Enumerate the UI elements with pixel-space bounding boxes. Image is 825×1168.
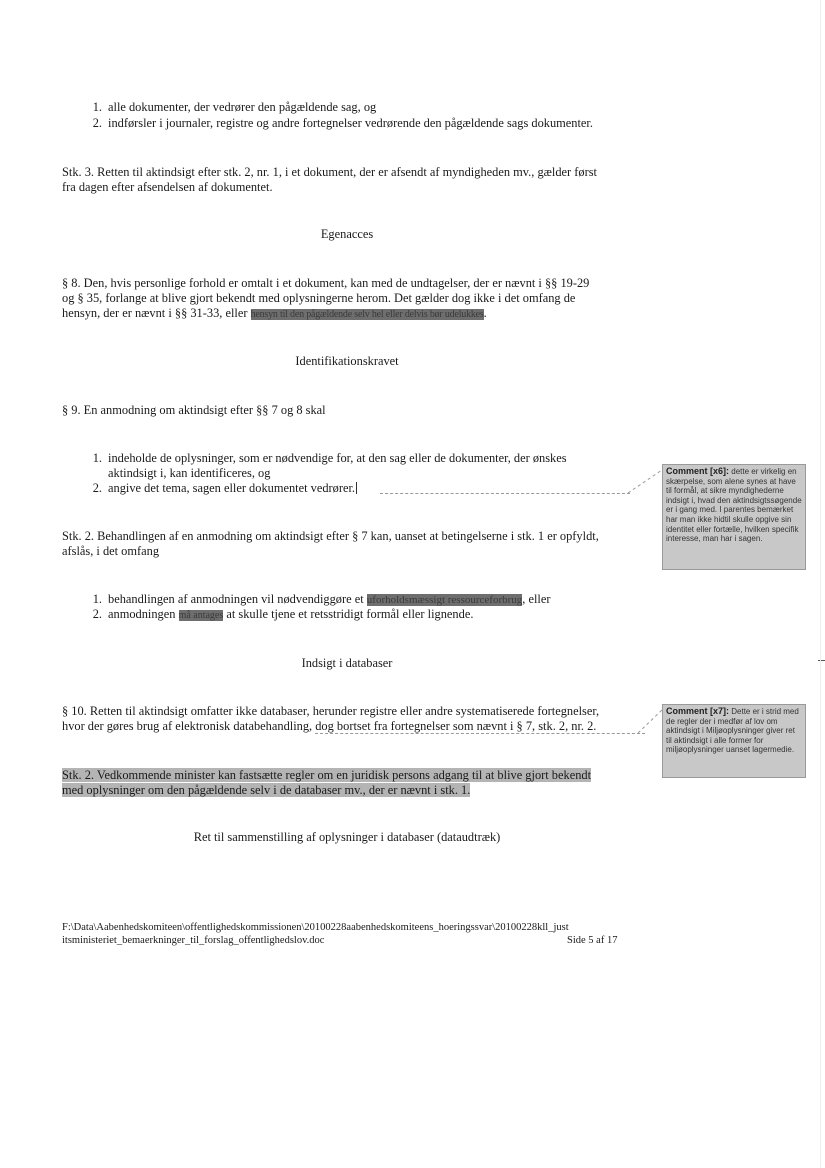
paragraph-line: Stk. 3. Retten til aktindsigt efter stk. 2, nr. 1, i et dokument, der er afsendt af myndigheden mv., gælder først [62,165,597,179]
highlighted-text: Stk. 2. Vedkommende minister kan fastsætte regler om en juridisk persons adgang til at blive gjort bekendt [62,768,592,782]
comment-label: Comment [x6]: [666,466,730,476]
comment-connector-x6 [380,493,630,494]
paragraph-line: § 8. Den, hvis personlige forhold er omtalt i et dokument, kan med de undtagelser, der er nævnt i §§ 19-29 [62,276,590,290]
footer-path-line: F:\Data\Aabenhedskomiteen\offentlighedskommissionen\20100228aabenhedskomiteens_hoeringssvar\20100228kll_just [62,922,569,933]
comment-text: Dette er i strid med de regler der i medfør af lov om aktindsigt i Miljøoplysninger giver ret til aktindsigt i alle former for miljøoplysninger uanset lagermedie. [666,707,799,755]
highlighted-text: må antages [178,610,224,621]
section-heading-identifikationskravet: Identifikationskravet [295,354,399,368]
paragraph-line: afslås, i det omfang [62,544,160,558]
paragraph-section-10 [62,704,647,734]
page-number: Side 5 af 17 [567,935,618,946]
paragraph-section-10-stk2 [62,768,647,798]
section-heading-databaser: Indsigt i databaser [301,656,393,670]
section-heading-egenacces: Egenacces [320,227,374,241]
paragraph-line: hvor der gøres brug af elektronisk databehandling, dog bortset fra fortegnelser som nævnt i § 7, stk. 2, nr. 2. [62,719,597,733]
comment-connector-x6-diagonal [628,468,664,495]
paragraph-section-9-intro: § 9. En anmodning om aktindsigt efter §§ 7 og 8 skal [62,403,326,417]
comment-anchor-x6 [356,482,357,494]
paragraph-line: hensyn, der er nævnt i §§ 31-33, eller hensyn til den pågældende selv hel eller delvis bør udelukkes. [62,306,487,320]
page-edge-line [820,0,821,1168]
highlighted-text: med oplysninger om den pågældende selv i de databaser mv., der er nævnt i stk. 1. [62,783,471,797]
paragraph-line: og § 35, forlange at blive gjort bekendt med oplysningerne herom. Det gælder dog ikke i det omfang de [62,291,576,305]
highlighted-text: hensyn til den pågældende selv hel eller delvis bør udelukkes [250,309,484,320]
paragraph-section-9-stk2 [62,529,647,559]
paragraph-line: Stk. 2. Behandlingen af en anmodning om aktindsigt efter § 7 kan, uanset at betingelserne i stk. 1 er opfyldt, [62,529,599,543]
comment-text: dette er virkelig en skærpelse, som alene synes at have til formål, at sikre myndighederne indsigt i, hvad den aktindsigtssøgende er i gang med. I parentes bemærket har man ikke hidtil skulle opgive sin identitet eller fortælle, hvilken specifik interesse, man har i sagen. [666,467,802,544]
footer-path-line: itsministeriet_bemaerkninger_til_forslag_offentlighedslov.doc [62,935,325,946]
comment-balloon-x6[interactable] [662,464,806,570]
paragraph-line: § 10. Retten til aktindsigt omfatter ikke databaser, herunder registre eller andre systematiserede fortegnelser, [62,704,600,718]
section-heading-sammenstilling: Ret til sammenstilling af oplysninger i databaser (dataudtræk) [193,830,501,844]
highlighted-text: uforholdsmæssigt ressourceforbrug [366,594,523,606]
comment-balloon-x7[interactable] [662,704,806,778]
paragraph-line: fra dagen efter afsendelsen af dokumentet. [62,180,273,194]
comment-connector-x7-diagonal [638,708,664,735]
comment-label: Comment [x7]: [666,706,730,716]
comment-connector-x7 [315,733,645,734]
paragraph-stk3 [62,165,632,195]
paragraph-section-8 [62,276,642,322]
